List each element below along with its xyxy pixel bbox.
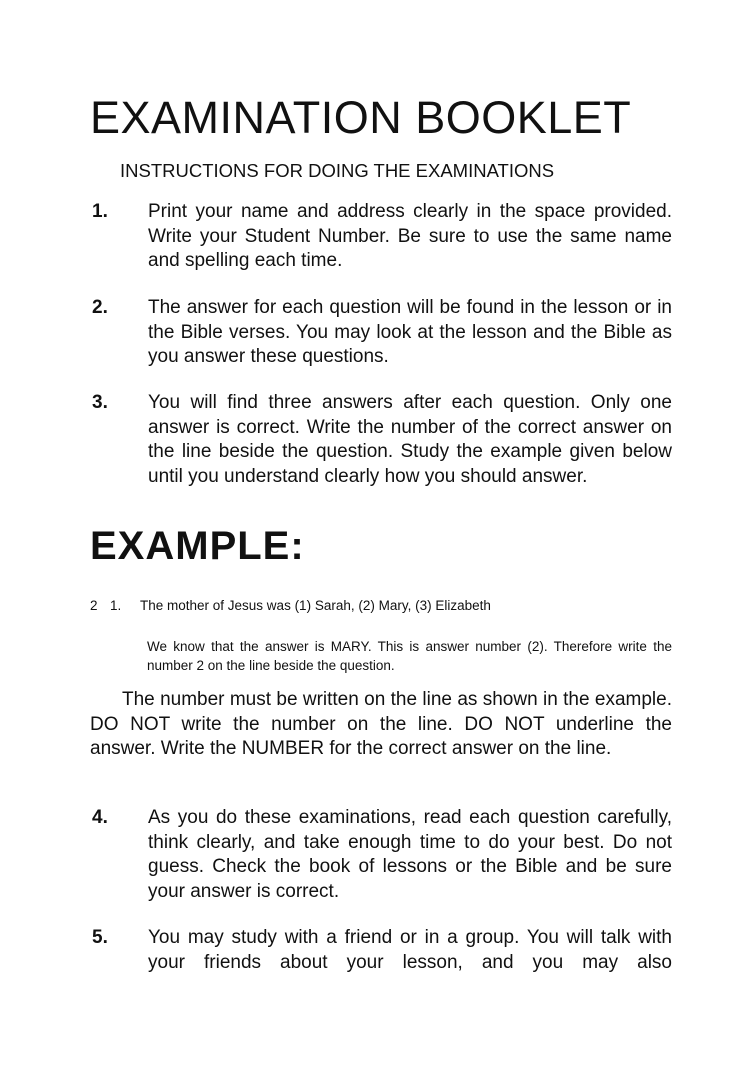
instruction-item-5 [92, 926, 672, 975]
example-question-number: 1. [110, 598, 122, 613]
item-text: You will find three answers after each question. Only one answer is correct. Write the number of the correct answer on the line beside the question. Study the example given below until you understand clearly how you should answer. [148, 392, 672, 487]
example-heading: EXAMPLE: [90, 524, 305, 568]
item-number: 1. [92, 201, 108, 222]
example-answer: 2 [90, 598, 98, 613]
instruction-item-4 [92, 806, 672, 904]
example-question [90, 598, 491, 613]
example-explanation: We know that the answer is MARY. This is answer number (2). Therefore write the number 2 on the line beside the question. [147, 639, 672, 673]
item-text: The answer for each question will be found in the lesson or in the Bible verses. You may look at the lesson and the Bible as you answer these questions. [148, 297, 672, 367]
instruction-item-1 [92, 200, 672, 274]
item-number: 5. [92, 927, 108, 948]
instruction-item-3 [92, 391, 672, 489]
instruction-paragraph: The number must be written on the line as shown in the example. DO NOT write the number on the line. DO NOT underline the answer. Write the NUMBER for the correct answer on the line. [90, 689, 672, 759]
example-question-text: The mother of Jesus was (1) Sarah, (2) Mary, (3) Elizabeth [140, 598, 491, 613]
item-number: 3. [92, 392, 108, 413]
item-number: 4. [92, 807, 108, 828]
item-text: Print your name and address clearly in the space provided. Write your Student Number. Be sure to use the same name and spelling each time. [148, 201, 672, 271]
instructions-heading: INSTRUCTIONS FOR DOING THE EXAMINATIONS [120, 160, 555, 181]
item-text: You may study with a friend or in a group. You will talk with your friends about your lesson, and you may also [148, 927, 672, 973]
item-text: As you do these examinations, read each question carefully, think clearly, and take enough time to do your best. Do not guess. Check the book of lessons or the Bible and be sure your answer is correct. [148, 807, 672, 902]
instruction-item-2 [92, 296, 672, 370]
item-number: 2. [92, 297, 108, 318]
page-title: EXAMINATION BOOKLET [90, 92, 632, 143]
